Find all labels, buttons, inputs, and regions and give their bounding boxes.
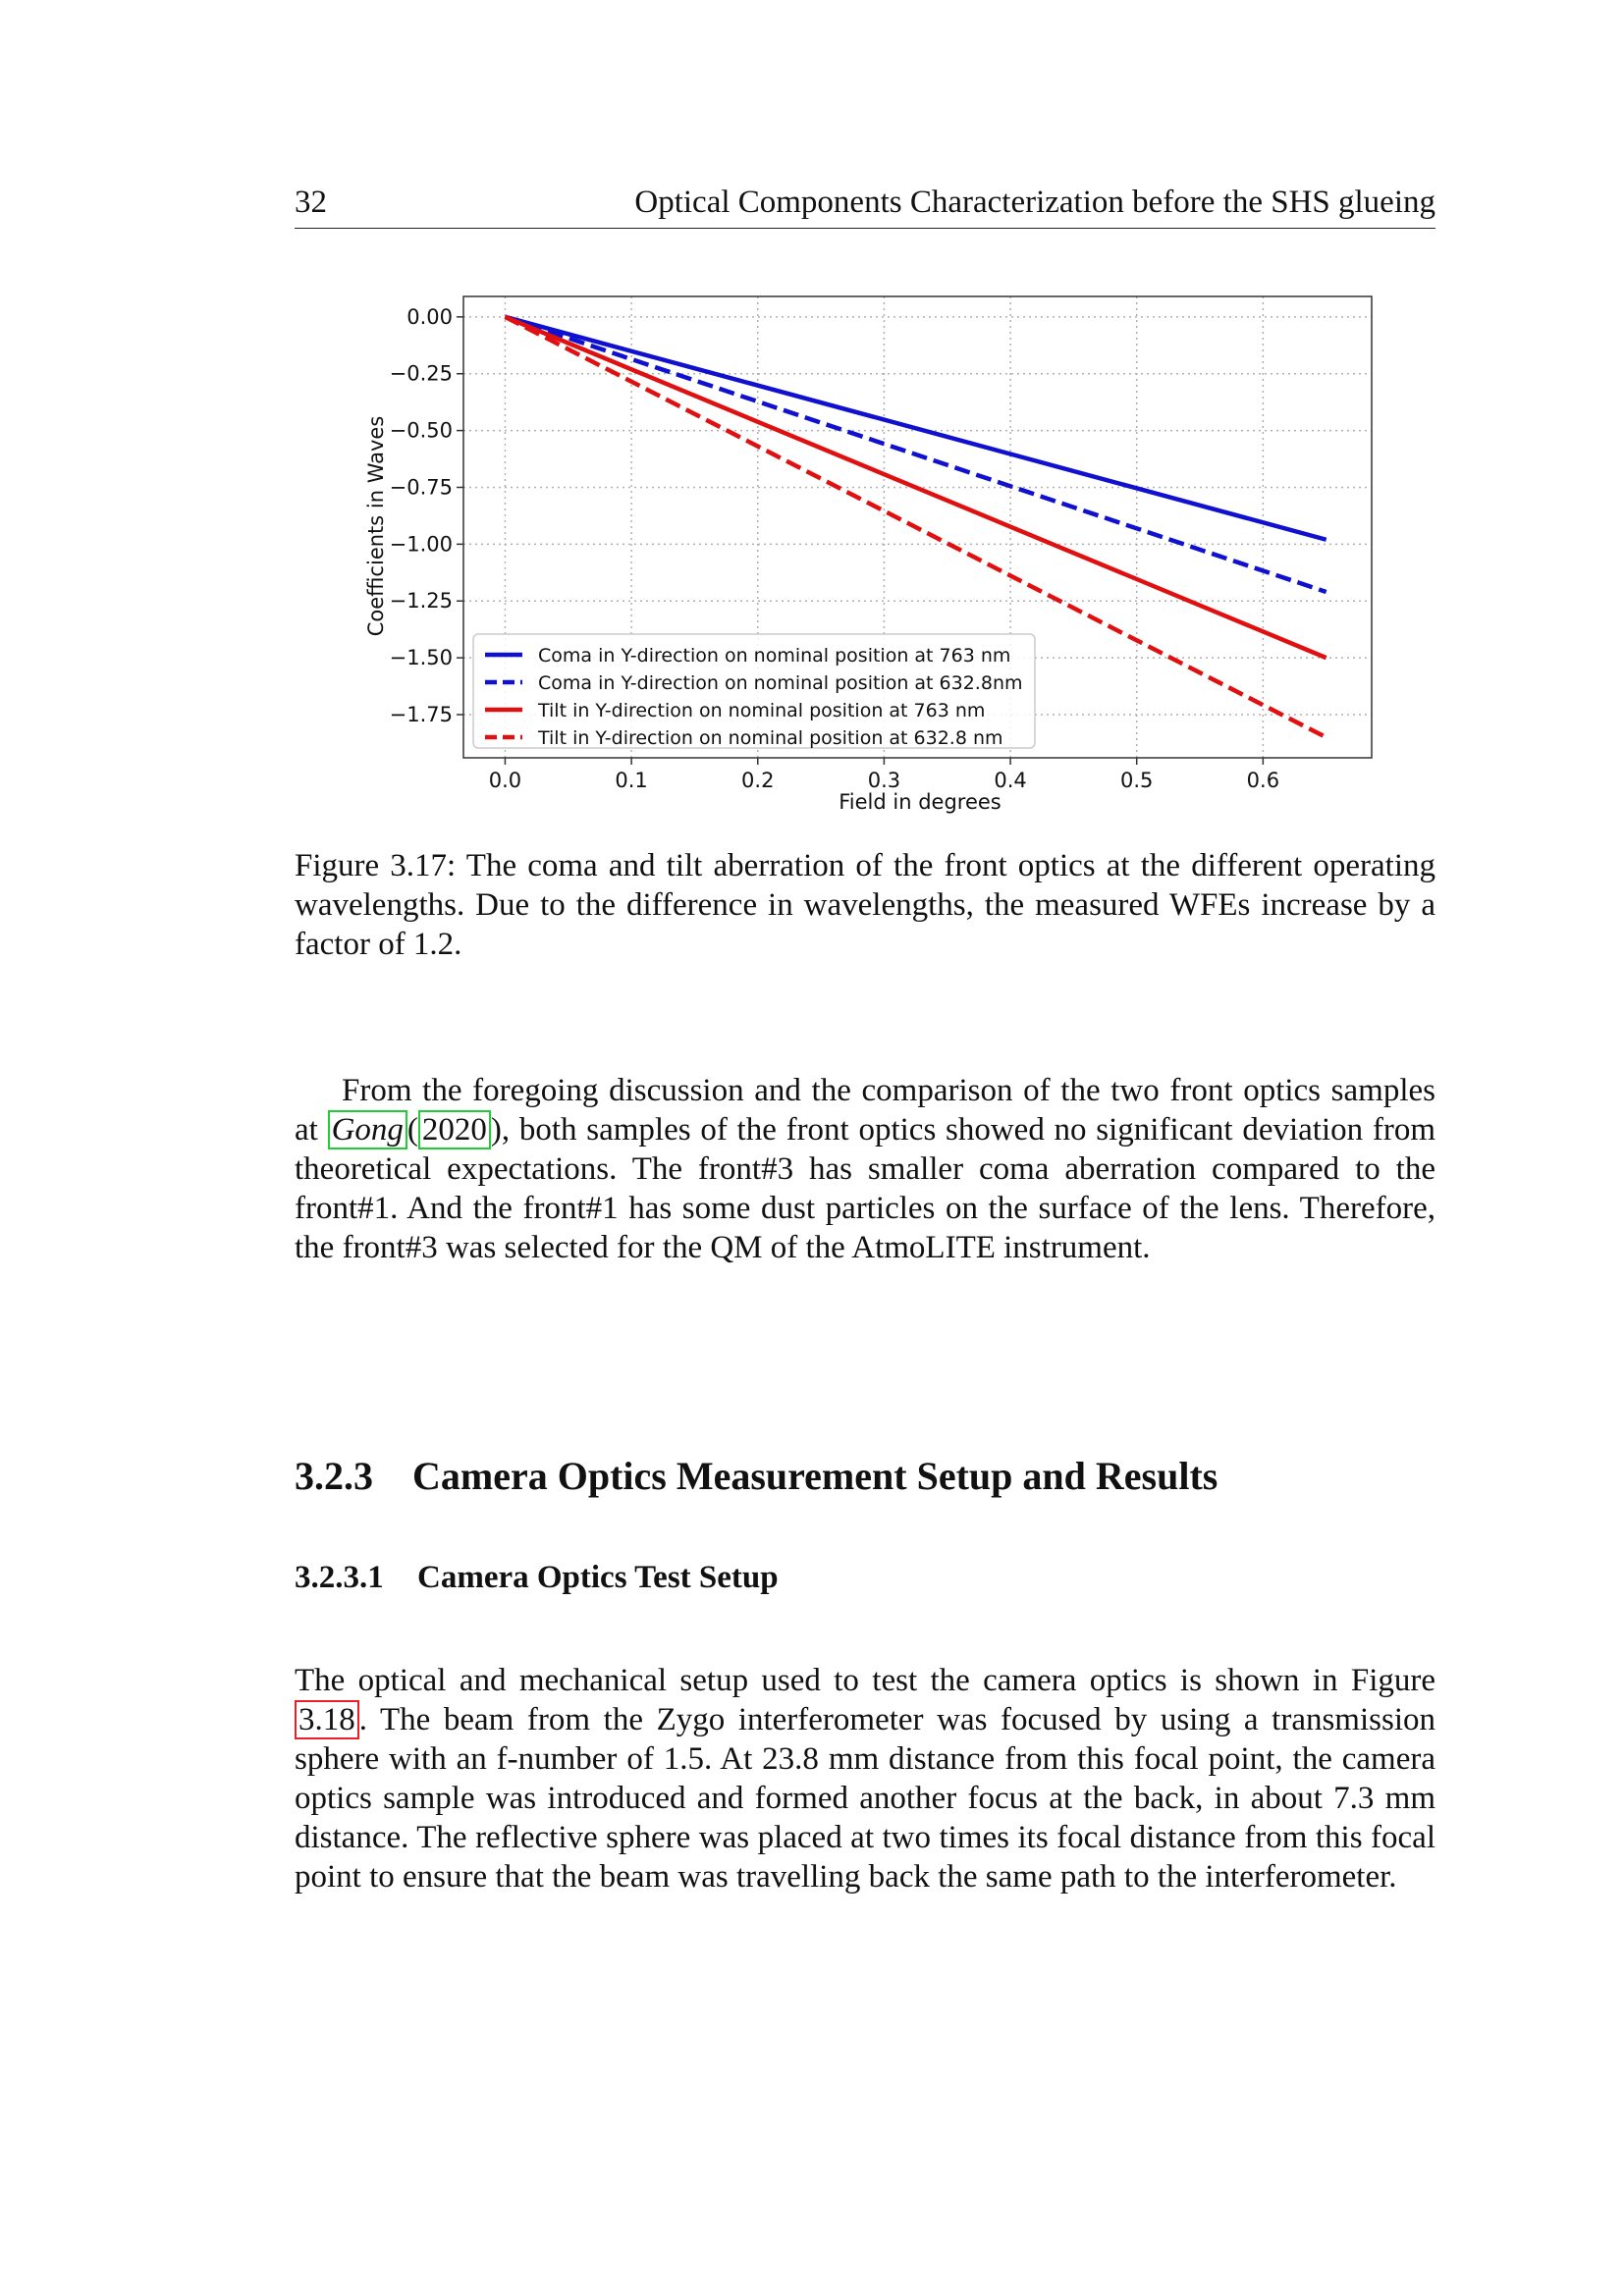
- x-tick-label: 0.2: [741, 769, 775, 792]
- x-tick-label: 0.4: [994, 769, 1027, 792]
- page-number: 32: [295, 185, 327, 220]
- y-axis-label: Coefficients in Waves: [364, 415, 388, 637]
- figure-caption: Figure 3.17: The coma and tilt aberration of the front optics at the different operating wavelengths. Due to the difference in wavelengths, the measured WFEs increase by a factor of 1.2.: [295, 848, 1435, 962]
- paragraph-text: From the foregoing discussion and the comparison of the two front optics samples at: [295, 1073, 1435, 1148]
- body-paragraph-2: [295, 1661, 1435, 1896]
- section-title: Camera Optics Measurement Setup and Results: [412, 1454, 1218, 1498]
- legend-label: Coma in Y-direction on nominal position at 763 nm: [538, 645, 1011, 667]
- subsection-heading: [295, 1560, 779, 1596]
- y-tick-label: −0.50: [389, 418, 453, 443]
- running-title: Optical Components Characterization before the SHS glueing: [634, 185, 1435, 220]
- x-tick-label: 0.6: [1246, 769, 1280, 792]
- y-tick-label: −0.25: [389, 361, 453, 386]
- body-paragraph-1: [295, 1071, 1435, 1267]
- chart-legend: [473, 634, 1035, 749]
- subsection-number: 3.2.3.1: [295, 1560, 384, 1595]
- page-header: [295, 185, 1435, 229]
- series-line-2: [505, 317, 1326, 592]
- y-tick-label: −1.25: [389, 589, 453, 614]
- y-tick-label: −1.50: [389, 646, 453, 670]
- figure-reference-link[interactable]: 3.18: [295, 1700, 359, 1739]
- y-tick-label: −1.00: [389, 532, 453, 557]
- x-tick-label: 0.5: [1120, 769, 1154, 792]
- citation-year-link[interactable]: 2020: [418, 1110, 491, 1149]
- paragraph-text: . The beam from the Zygo interferometer was focused by using a transmission sphere with an f-number of 1.5. At 23.8 mm distance from this focal point, the camera optics sample was introduced and formed another focus at the back, in about 7.3 mm distance. The reflective sphere was placed at two times its focal distance from this focal point to ensure that the beam was travelling back the same path to the interferometer.: [295, 1702, 1435, 1895]
- x-tick-label: 0.1: [615, 769, 648, 792]
- citation-author-link[interactable]: Gong: [328, 1110, 407, 1149]
- legend-label: Tilt in Y-direction on nominal position at 632.8 nm: [538, 727, 1003, 749]
- series-line-3: [505, 317, 1326, 658]
- y-tick-label: 0.00: [406, 304, 453, 329]
- y-tick-label: −0.75: [389, 475, 453, 500]
- citation-open-paren: (: [406, 1112, 418, 1148]
- section-number: 3.2.3: [295, 1454, 373, 1498]
- paragraph-text: The optical and mechanical setup used to test the camera optics is shown in Figure: [295, 1663, 1435, 1698]
- x-axis-label: Field in degrees: [839, 790, 1001, 814]
- y-tick-label: −1.75: [389, 703, 453, 727]
- legend-label: Tilt in Y-direction on nominal position at 763 nm: [538, 700, 986, 721]
- section-heading: [295, 1453, 1218, 1499]
- series-line-1: [505, 317, 1326, 540]
- legend-label: Coma in Y-direction on nominal position at 632.8nm: [538, 672, 1023, 694]
- subsection-title: Camera Optics Test Setup: [417, 1560, 779, 1595]
- x-tick-label: 0.0: [488, 769, 522, 792]
- paragraph-text: ), both samples of the front optics showed no significant deviation from theoretical expectations. The front#3 has smaller coma aberration compared to the front#1. And the front#1 has some dust particles on the surface of the lens. Therefore, the front#3 was selected for the QM of the AtmoLITE instrument.: [295, 1112, 1435, 1265]
- x-tick-label: 0.3: [867, 769, 901, 792]
- line-chart: [353, 287, 1394, 817]
